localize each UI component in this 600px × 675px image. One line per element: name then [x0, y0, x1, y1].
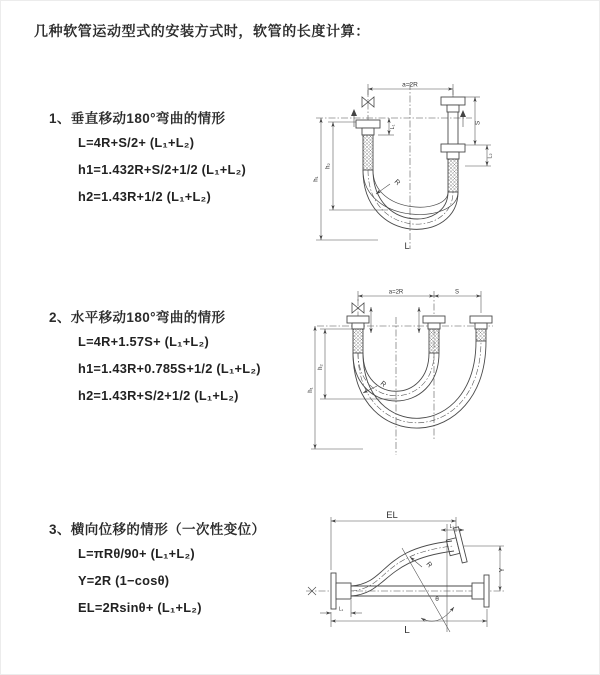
- dim-label-theta: θ: [435, 596, 439, 603]
- dim-label-l1: L₁: [338, 606, 344, 613]
- flange-fittings: [356, 97, 465, 192]
- dimension-lines: [320, 517, 504, 632]
- diagram-horizontal-180-bend: [309, 287, 499, 462]
- section-1-formula-h2: h2=1.43R+1/2 (L₁+L₂): [78, 189, 211, 204]
- dim-label-el: EL: [386, 510, 398, 521]
- section-1-formula-l: L=4R+S/2+ (L₁+L₂): [78, 135, 195, 150]
- section-3-formula-y: Y=2R (1−cosθ): [78, 573, 170, 588]
- diagram-vertical-180-bend: [304, 77, 494, 253]
- dim-label-h1: h₁: [313, 176, 320, 182]
- dim-label-l2: L₂: [487, 153, 494, 159]
- section-2-formula-l: L=4R+1.57S+ (L₁+L₂): [78, 334, 209, 349]
- dim-label-h1: h₁: [308, 387, 314, 393]
- dim-label-l: L: [404, 625, 410, 636]
- section-1-heading: 1、垂直移动180°弯曲的情形: [49, 111, 226, 126]
- dim-label-s: S: [454, 289, 460, 296]
- flange-fittings: [347, 316, 492, 353]
- dim-label-h2: h₂: [318, 364, 324, 370]
- dim-label-l2: L₂: [449, 524, 455, 530]
- flange-fittings: [331, 527, 489, 609]
- page-title: 几种软管运动型式的安装方式时，软管的长度计算：: [34, 23, 370, 39]
- dim-label-y: Y: [499, 567, 506, 573]
- dim-label-r: R: [424, 560, 434, 570]
- dim-label-h2: h₂: [325, 163, 332, 169]
- section-1-formula-h1: h1=1.432R+S/2+1/2 (L₁+L₂): [78, 162, 247, 177]
- centerlines: [317, 291, 493, 455]
- dim-label-r: R: [392, 178, 402, 187]
- section-2-formula-h2: h2=1.43R+S/2+1/2 (L₁+L₂): [78, 388, 239, 403]
- section-3-formula-el: EL=2Rsinθ+ (L₁+L₂): [78, 600, 202, 615]
- diagram-lateral-displacement: [304, 504, 509, 651]
- section-2-heading: 2、水平移动180°弯曲的情形: [49, 310, 226, 325]
- dim-label-a2r: a=2R: [388, 289, 404, 296]
- dim-label-s: S: [474, 120, 482, 126]
- section-3-formula-l: L=πRθ/90+ (L₁+L₂): [78, 546, 195, 561]
- hose-curves: [353, 341, 486, 428]
- dim-label-r: R: [378, 380, 388, 389]
- dim-label-l1: L₁: [390, 124, 396, 130]
- dim-label-a2r: a=2R: [402, 81, 418, 89]
- hose-curves: [363, 170, 458, 229]
- section-3-heading: 3、横向位移的情形（一次性变位）: [49, 522, 266, 537]
- dim-label-l: L: [404, 241, 410, 251]
- section-2-formula-h1: h1=1.43R+0.785S+1/2 (L₁+L₂): [78, 361, 261, 376]
